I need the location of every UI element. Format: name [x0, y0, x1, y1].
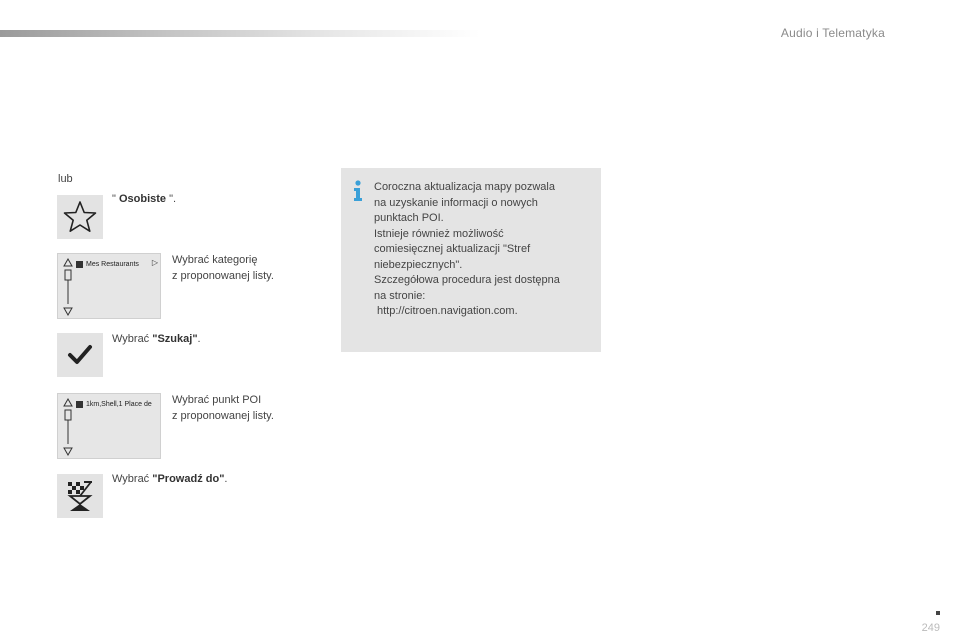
search-text: Wybrać "Szukaj".: [112, 333, 201, 345]
page-marker: [936, 611, 940, 615]
destination-flag-icon: [64, 479, 96, 513]
checkmark-icon: [67, 344, 93, 366]
osobiste-text: " Osobiste ".: [112, 193, 177, 205]
poi-screen: [57, 393, 161, 459]
info-icon: [351, 180, 365, 202]
list-item: Mes Restaurants: [76, 258, 160, 271]
header-gradient-bar: [0, 30, 480, 37]
choose-poi-text: Wybrać punkt POI z proponowanej listy.: [172, 394, 274, 422]
lub-text: lub: [58, 173, 73, 185]
section-title: Audio i Telematyka: [780, 26, 885, 40]
choose-category-text: Wybrać kategorię z proponowanej listy.: [172, 254, 274, 282]
list-item: 1km,Shell,1 Place de: [76, 398, 160, 411]
scrollbar-icon: [63, 258, 73, 316]
folder-icon: [76, 261, 83, 268]
navigate-button-box: [57, 474, 103, 518]
info-text: Coroczna aktualizacja mapy pozwala na uzyskanie informacji o nowych punktach POI. Istnieje również możliwość comiesięcznej aktualizacji "Stref niebezpiecznych". Szczegółowa procedura jest dostępna na stronie: http://citroen.navigation.com.: [374, 180, 596, 320]
star-icon: [63, 200, 97, 234]
star-button-box: [57, 195, 103, 239]
scrollbar-icon: [63, 398, 73, 456]
info-url: http://citroen.navigation.com.: [377, 305, 518, 317]
info-panel: [341, 168, 601, 352]
poi-icon: [76, 401, 83, 408]
navigate-text: Wybrać "Prowadź do".: [112, 473, 228, 485]
check-button-box: [57, 333, 103, 377]
restaurants-screen: [57, 253, 161, 319]
page-number: 249: [921, 622, 940, 634]
chevron-right-icon: ▷: [151, 258, 158, 267]
